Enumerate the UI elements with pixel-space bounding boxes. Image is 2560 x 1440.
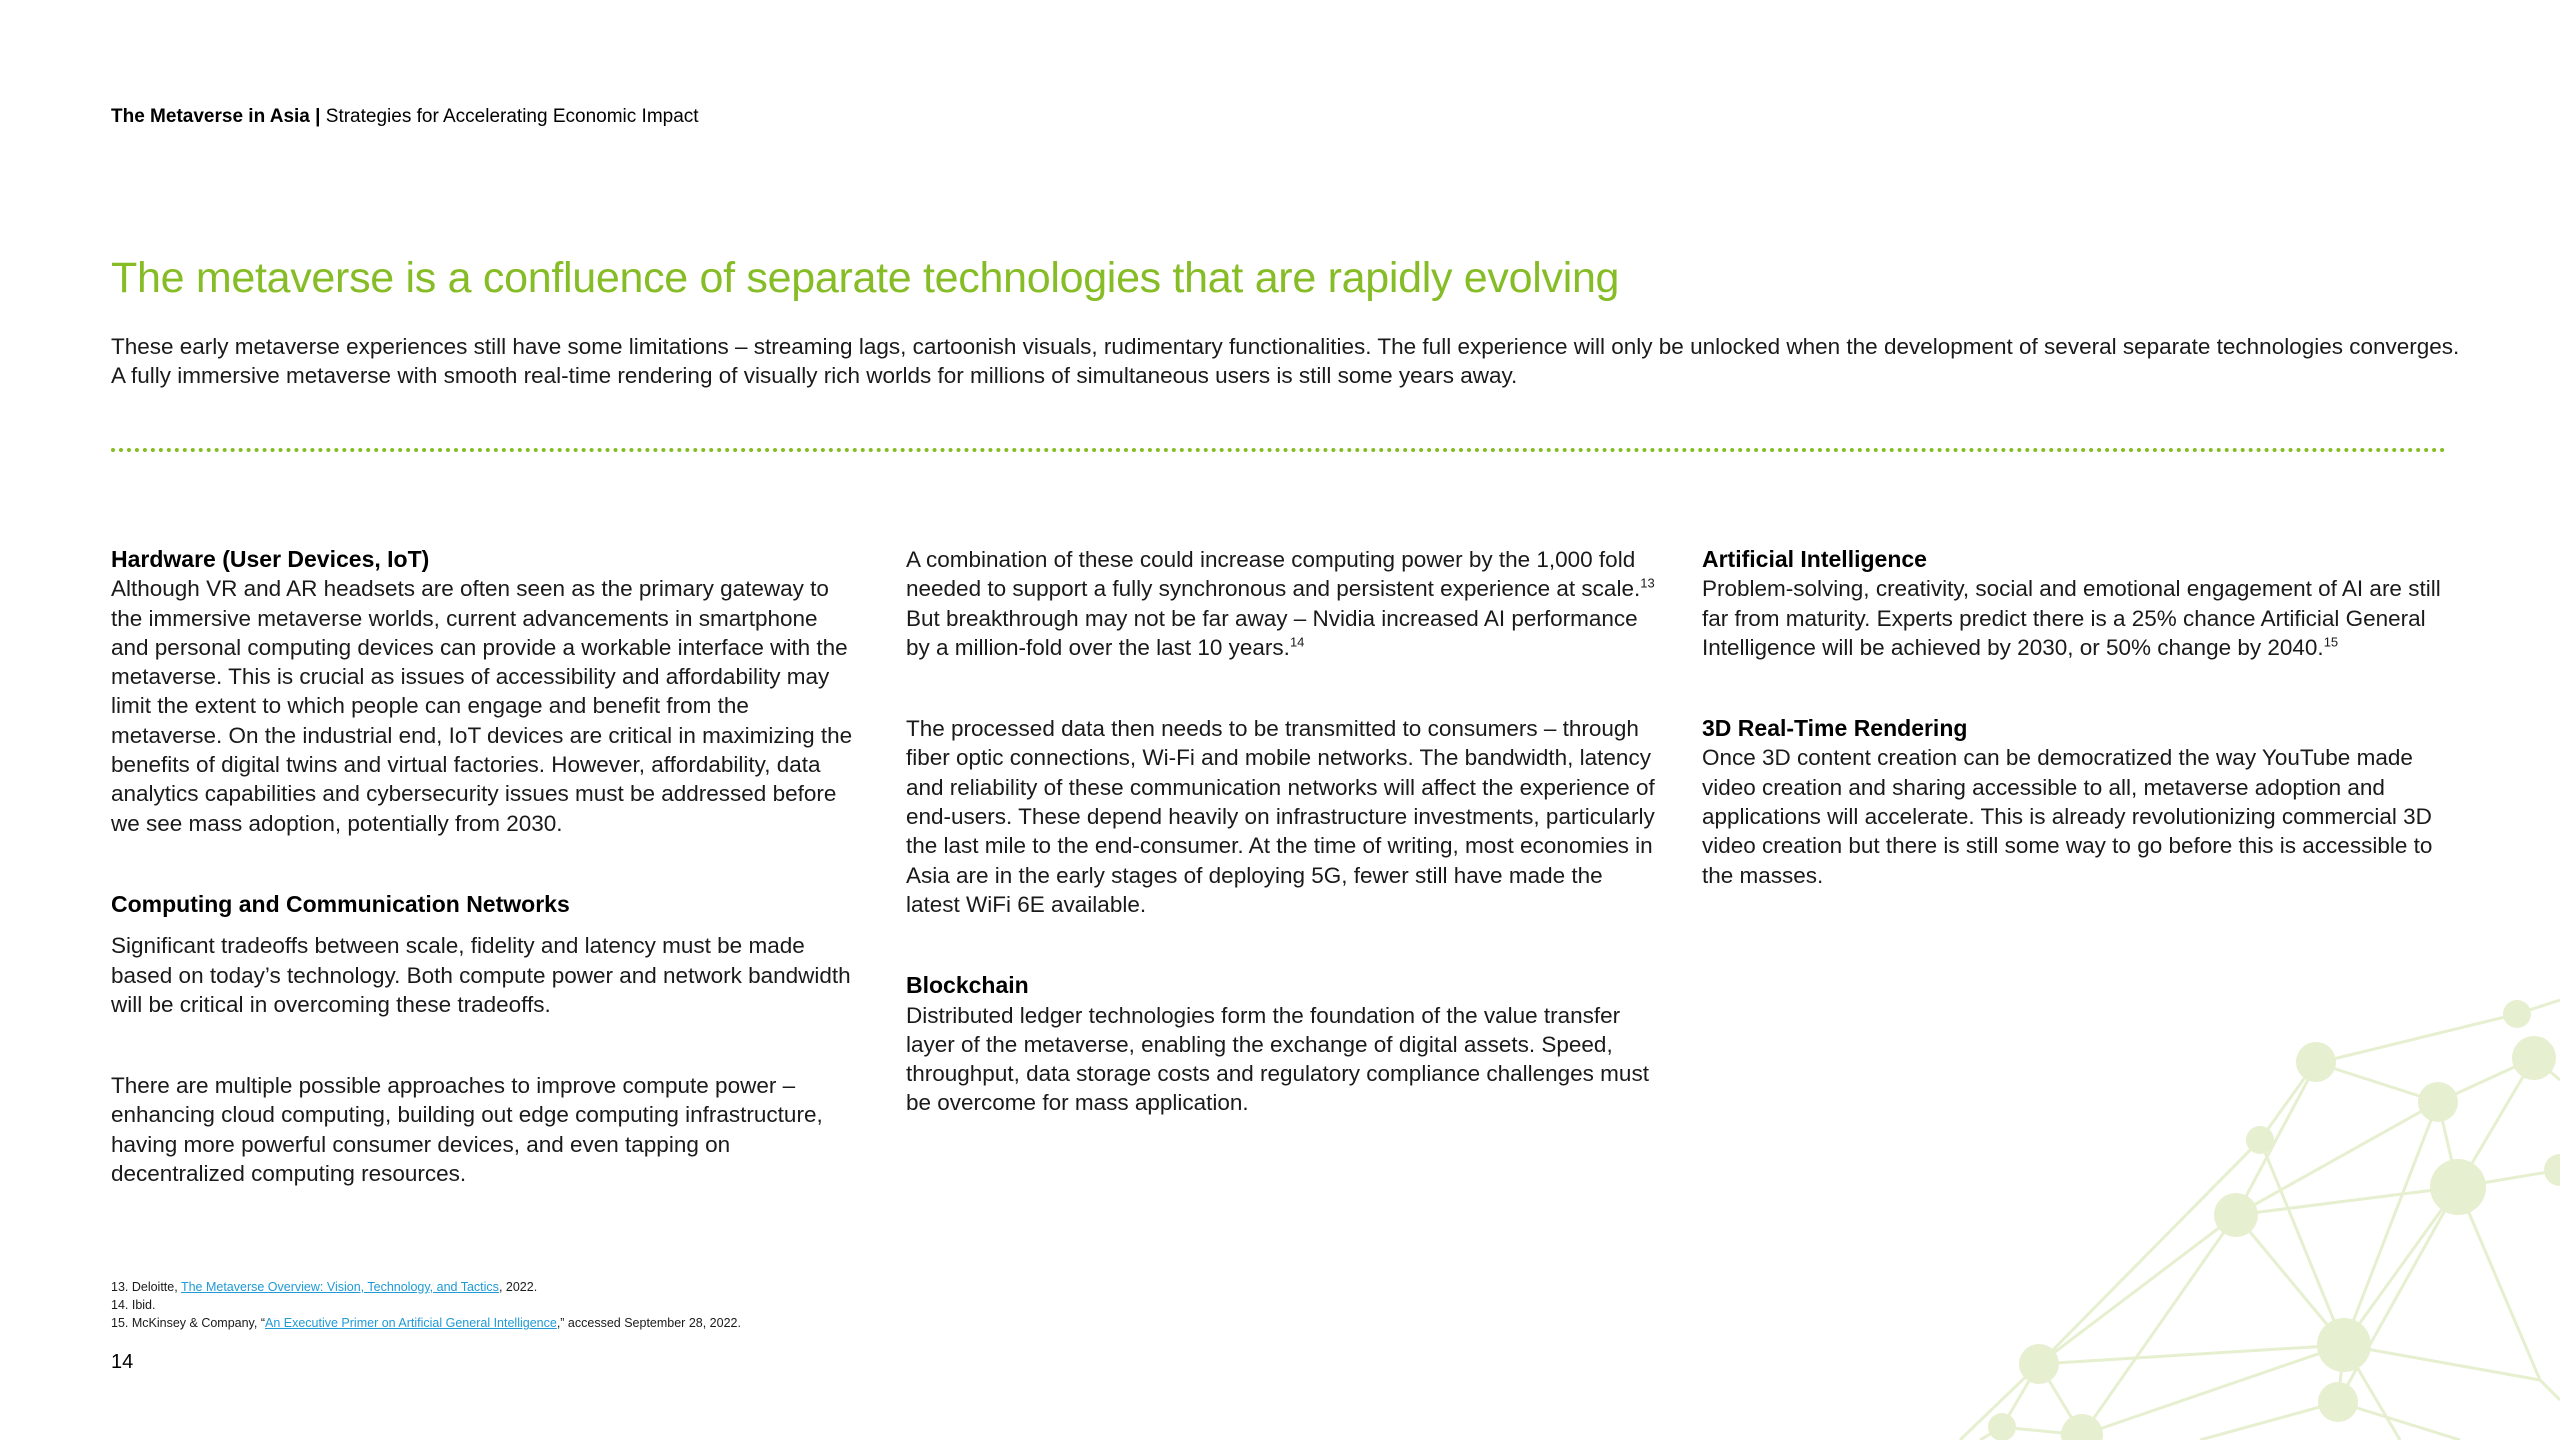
computing-para-3-b: But breakthrough may not be far away – Nvidia increased AI performance by a million-fold over the last 10 years. bbox=[906, 605, 1638, 660]
hardware-heading: Hardware (User Devices, IoT) bbox=[111, 546, 430, 572]
footnote-15 bbox=[111, 1314, 741, 1332]
computing-para-4: The processed data then needs to be transmitted to consumers – through fiber optic connections, Wi-Fi and mobile networks. The bandwidth, latency and reliability of these communication networks will affect the experience of end-users. These depend heavily on infrastructure investments, particularly the last mile to the end-consumer. At the time of writing, most economies in Asia are in the early stages of deploying 5G, fewer still have made the latest WiFi 6E available. bbox=[906, 716, 1655, 917]
footnote-14-text: 14. Ibid. bbox=[111, 1298, 156, 1312]
column-2 bbox=[906, 545, 1656, 1118]
rendering-heading: 3D Real-Time Rendering bbox=[1702, 715, 1968, 742]
blockchain-heading: Blockchain bbox=[906, 972, 1029, 999]
footnote-13-prefix: 13. Deloitte, bbox=[111, 1280, 181, 1294]
ai-heading: Artificial Intelligence bbox=[1702, 546, 1927, 572]
hardware-body: Although VR and AR headsets are often seen as the primary gateway to the immersive metaverse worlds, current advancements in smartphone and personal computing devices can provide a workable interface with the metaverse. This is crucial as issues of accessibility and affordability may limit the extent to which people can engage and benefit from the metaverse. On the industrial end, IoT devices are critical in maximizing the benefits of digital twins and virtual factories. However, affordability, data analytics capabilities and cybersecurity issues must be addressed before we see mass adoption, potentially from 2030. bbox=[111, 576, 853, 836]
network-graph-icon bbox=[1840, 960, 2560, 1440]
footnote-13-suffix: , 2022. bbox=[498, 1280, 538, 1294]
footnote-13 bbox=[111, 1278, 741, 1296]
footnote-ref-15: 15 bbox=[2323, 634, 2339, 650]
ai-body-text: Problem-solving, creativity, social and emotional engagement of AI are still far from maturity. Experts predict there is a 25% chance Artificial General Intelligence will be achieved by 2030, or 50% change by 2040. bbox=[1702, 576, 2441, 660]
footnote-13-link[interactable]: The Metaverse Overview: Vision, Technology, and Tactics bbox=[180, 1280, 499, 1294]
footnote-ref-13: 13 bbox=[1640, 575, 1655, 591]
computing-para-3-a: A combination of these could increase computing power by the 1,000 fold needed to support a fully synchronous and persistent experience at scale. bbox=[906, 547, 1641, 602]
intro-line-2: A fully immersive metaverse with smooth real-time rendering of visually rich worlds for millions of simultaneous users is still some years away. bbox=[111, 363, 1518, 388]
report-title: The Metaverse in Asia bbox=[111, 106, 310, 127]
footnotes bbox=[111, 1278, 741, 1332]
footnote-14 bbox=[111, 1296, 741, 1314]
column-1 bbox=[111, 545, 861, 1188]
page-number: 14 bbox=[111, 1351, 134, 1373]
computing-para-3 bbox=[906, 545, 1656, 662]
ai-body bbox=[1702, 574, 2462, 662]
footnote-15-prefix: 15. McKinsey & Company, “ bbox=[111, 1316, 265, 1330]
intro-paragraph bbox=[111, 332, 2491, 390]
footnote-15-link[interactable]: An Executive Primer on Artificial General Intelligence bbox=[265, 1316, 557, 1330]
rendering-body: Once 3D content creation can be democratized the way YouTube made video creation and sharing accessible to all, metaverse adoption and applications will accelerate. This is already revolutionizing commercial 3D video creation but there is still some way to go before this is accessible to the masses. bbox=[1702, 745, 2433, 888]
page-title: The metaverse is a confluence of separate technologies that are rapidly evolving bbox=[111, 254, 1620, 302]
computing-para-2: There are multiple possible approaches to improve compute power – enhancing cloud computing, building out edge computing infrastructure, having more powerful consumer devices, and even tapping on decentralized computing resources. bbox=[111, 1073, 823, 1187]
report-subtitle: Strategies for Accelerating Economic Impact bbox=[325, 106, 699, 127]
intro-line-1: These early metaverse experiences still have some limitations – streaming lags, cartoonish visuals, rudimentary functionalities. The full experience will only be unlocked when the development of several separate technologies converges. bbox=[111, 334, 2460, 359]
column-3 bbox=[1702, 545, 2462, 890]
computing-heading: Computing and Communication Networks bbox=[111, 890, 570, 917]
blockchain-body: Distributed ledger technologies form the foundation of the value transfer layer of the metaverse, enabling the exchange of digital assets. Speed, throughput, data storage costs and regulatory compliance challenges must be overcome for mass application. bbox=[906, 1002, 1649, 1116]
footnote-15-suffix: ,” accessed September 28, 2022. bbox=[556, 1316, 741, 1330]
report-header bbox=[111, 106, 699, 128]
dotted-divider bbox=[111, 448, 2447, 452]
header-separator: | bbox=[315, 106, 321, 127]
computing-para-1: Significant tradeoffs between scale, fidelity and latency must be made based on today’s technology. Both compute power and network bandwidth will be critical in overcoming these tradeoffs. bbox=[111, 933, 851, 1017]
footnote-ref-14: 14 bbox=[1289, 634, 1305, 650]
